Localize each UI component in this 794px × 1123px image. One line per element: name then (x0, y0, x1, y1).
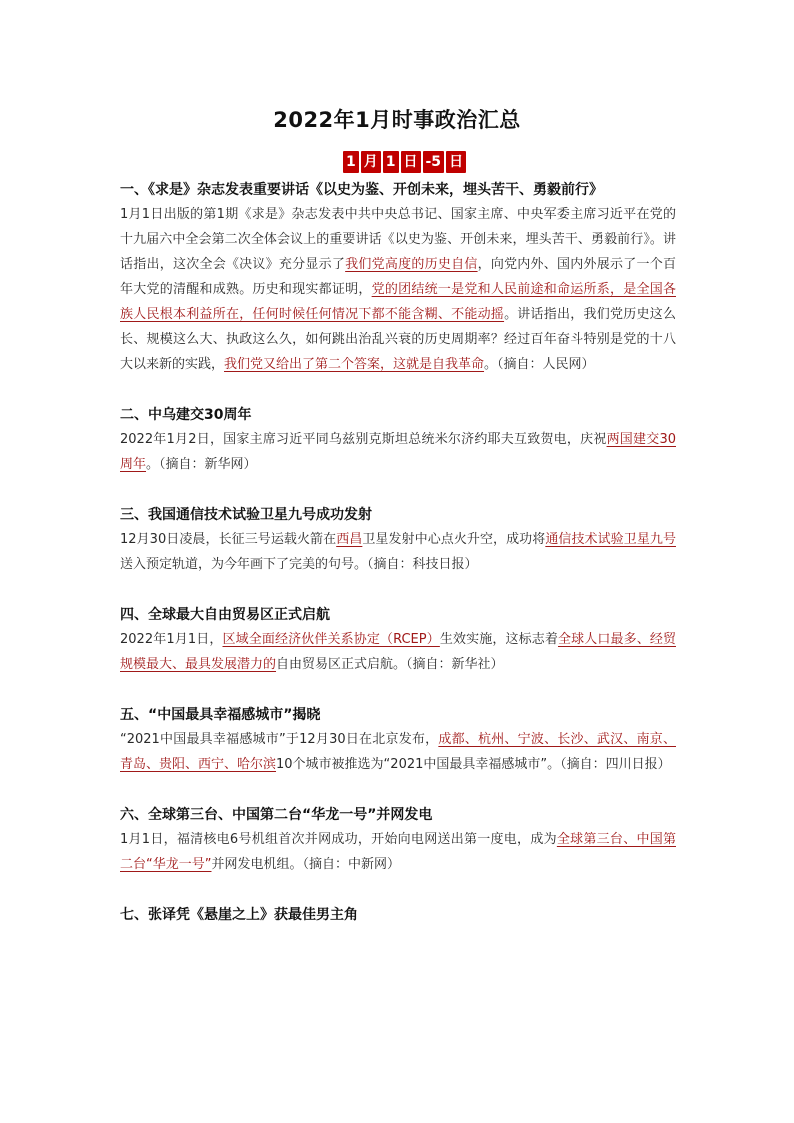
body-text: 自由贸易区正式启航。（摘自：新华社） (276, 657, 504, 672)
news-section (120, 903, 676, 927)
news-section (120, 403, 676, 477)
highlighted-phrase: 全球第三台、中国第二台“华龙一号” (120, 832, 676, 872)
section-body (120, 827, 676, 877)
highlighted-phrase: 我们党高度的历史自信 (345, 257, 478, 272)
body-text: 12月30日凌晨，长征三号运载火箭在 (120, 532, 337, 547)
news-section (120, 603, 676, 677)
section-heading: 七、张译凭《悬崖之上》获最佳男主角 (120, 907, 358, 923)
highlighted-phrase: 党的团结统一是党和人民前途和命运所系，是全国各族人民根本利益所在，任何时候任何情况下都不能含糊、不能动摇 (120, 282, 676, 322)
date-badge-part: 日 (446, 151, 466, 173)
highlighted-phrase: 成都、杭州、宁波、长沙、武汉、南京、青岛、贵阳、西宁、哈尔滨 (120, 732, 676, 772)
section-heading: 五、“中国最具幸福感城市”揭晓 (120, 707, 321, 723)
body-text: 2022年1月2日，国家主席习近平同乌兹别克斯坦总统米尔济约耶夫互致贺电，庆祝 (120, 432, 607, 447)
body-text: 。（摘自：新华网） (146, 457, 257, 472)
date-badge-part: 1 (343, 151, 359, 173)
body-text: 10个城市被推选为“2021中国最具幸福感城市”。（摘自：四川日报） (276, 757, 671, 772)
body-text: 送入预定轨道，为今年画下了完美的句号。（摘自：科技日报） (120, 557, 478, 572)
document-content (120, 178, 676, 953)
highlighted-phrase: 全球人口最多、经贸规模最大、最具发展潜力的 (120, 632, 676, 672)
section-body (120, 427, 676, 477)
document-title: 2022年1月时事政治汇总 (273, 108, 521, 132)
section-heading: 二、中乌建交30周年 (120, 407, 252, 423)
body-text: 生效实施，这标志着 (439, 632, 558, 647)
date-badge-part: 月 (361, 151, 381, 173)
section-body (120, 627, 676, 677)
date-badge-part: -5 (423, 151, 445, 173)
section-body (120, 727, 676, 777)
date-badge-part: 1 (383, 151, 399, 173)
body-text: 1月1日出版的第1期《求是》杂志发表中共中央总书记、国家主席、中央军委主席习近平在党的十九届六中全会第二次全体会议上的重要讲话《以史为鉴、开创未来，埋头苦干、勇毅前行》。讲话指出，这次全会《决议》充分显示了 (120, 207, 676, 272)
news-section (120, 703, 676, 777)
highlighted-phrase: 通信技术试验卫星九号 (545, 532, 676, 547)
section-body (120, 202, 676, 377)
section-heading: 一、《求是》杂志发表重要讲话《以史为鉴、开创未来，埋头苦干、勇毅前行》 (120, 182, 603, 198)
news-section (120, 803, 676, 877)
body-text: 。（摘自：人民网） (484, 357, 595, 372)
section-heading: 六、全球第三台、中国第二台“华龙一号”并网发电 (120, 807, 433, 823)
section-body (120, 527, 676, 577)
body-text: 。讲话指出，我们党历史这么长、规模这么大、执政这么久，如何跳出治乱兴衰的历史周期率？经过百年奋斗特别是党的十八大以来新的实践， (120, 307, 676, 372)
section-heading: 三、我国通信技术试验卫星九号成功发射 (120, 507, 372, 523)
body-text: ，向党内外、国内外展示了一个百年大党的清醒和成熟。历史和现实都证明， (120, 257, 676, 297)
body-text: 卫星发射中心点火升空，成功将 (362, 532, 546, 547)
section-heading: 四、全球最大自由贸易区正式启航 (120, 607, 330, 623)
highlighted-phrase: 区域全面经济伙伴关系协定（RCEP） (222, 632, 440, 647)
highlighted-phrase: 两国建交30周年 (120, 432, 676, 472)
body-text: 2022年1月1日， (120, 632, 223, 647)
body-text: 并网发电机组。（摘自：中新网） (211, 857, 400, 872)
date-range-badge (343, 151, 466, 173)
body-text: 1月1日，福清核电6号机组首次并网成功，开始向电网送出第一度电，成为 (120, 832, 557, 847)
date-badge-part: 日 (401, 151, 421, 173)
highlighted-phrase: 我们党又给出了第二个答案，这就是自我革命 (224, 357, 485, 372)
news-section (120, 503, 676, 577)
highlighted-phrase: 西昌 (336, 532, 363, 547)
news-section (120, 178, 676, 377)
body-text: “2021中国最具幸福感城市”于12月30日在北京发布， (120, 732, 439, 747)
